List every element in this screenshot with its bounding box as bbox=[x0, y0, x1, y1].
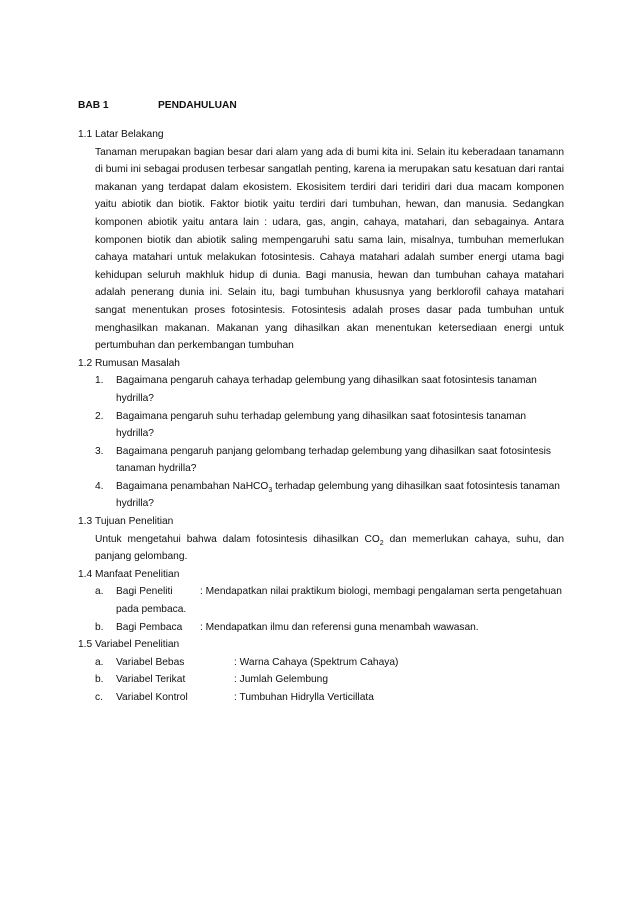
list-item: 2. Bagaimana pengaruh suhu terhadap gelembung yang dihasilkan saat fotosintesis tanaman hydrilla? bbox=[95, 410, 527, 440]
section-heading-rumusan-masalah: 1.2 Rumusan Masalah bbox=[78, 357, 180, 369]
section-heading-variabel-penelitian: 1.5 Variabel Penelitian bbox=[78, 639, 180, 651]
variable-list bbox=[95, 654, 564, 707]
document-body bbox=[78, 126, 564, 707]
problem-list bbox=[95, 372, 564, 513]
objective-paragraph: Untuk mengetahui bahwa dalam fotosintesis dihasilkan $CO_2$ dan memerlukan cahaya, suhu, dan panjang gelombang. bbox=[95, 533, 564, 563]
list-item: 4. Bagaimana penambahan NaHCO$_3$ terhadap gelembung yang dihasilkan saat fotosintesis tanaman hydrilla? bbox=[95, 480, 560, 510]
list-item: b. Bagi Pembaca : Mendapatkan ilmu dan referensi guna menambah wawasan. bbox=[95, 621, 479, 633]
list-item: c. Variabel Kontrol : Tumbuhan Hidrylla Verticillata bbox=[95, 692, 374, 703]
background-paragraph: Tanaman merupakan bagian besar dari alam yang ada di bumi kita ini. Selain itu keberadaan tanamann di bumi ini sebagai produsen terbesar sangatlah penting, karena ia merupakan satu kesatuan dari rantai makanan yang terdapat dalam ekosistem. Ekosisitem terdiri dari teridiri dari dua macam komponen yaitu abiotik dan biotik. Faktor biotik yaitu terdiri dari tumbuhan, hewan, dan manusia. Sedangkan komponen abiotik yaitu antara lain : udara, gas, angin, cahaya, matahari, dan sebagainya. Antara komponen biotik dan abiotik saling mempengaruhi satu sama lain, misalnya, tumbuhan memerlukan cahaya matahari untuk melakukan fotosintesis. Cahaya matahari adalah sumber energi utama bagi kehidupan seluruh makhluk hidup di dunia. Bagi manusia, hewan dan tumbuhan cahaya matahari adalah penerang dunia ini. Selain itu, bagi tumbuhan khususnya yang berklorofil cahaya matahari sangat menentukan proses fotosintesis. Fotosintesis adalah proses dasar pada tumbuhan untuk menghasilkan makanan. Makanan yang dihasilkan akan menentukan ketersediaan energi untuk pertumbuhan dan perkembangan tumbuhan bbox=[95, 146, 564, 352]
section-heading-latar-belakang: 1.1 Latar Belakang bbox=[78, 129, 164, 140]
chapter-heading bbox=[78, 100, 237, 111]
list-item: 3. Bagaimana pengaruh panjang gelombang terhadap gelembung yang dihasilkan saat fotosintesis tanaman hydrilla? bbox=[95, 445, 551, 475]
chapter-title: PENDAHULUAN bbox=[158, 100, 237, 111]
list-item: a. Variabel Bebas : Warna Cahaya (Spektrum Cahaya) bbox=[95, 656, 399, 668]
list-item: a. Bagi Peneliti : Mendapatkan nilai praktikum biologi, membagi pengalaman serta pengetahuan pada pembaca. bbox=[95, 586, 562, 616]
chapter-number: BAB 1 bbox=[78, 100, 109, 111]
section-heading-manfaat-penelitian: 1.4 Manfaat Penelitian bbox=[78, 568, 180, 580]
list-item: 1. Bagaimana pengaruh cahaya terhadap gelembung yang dihasilkan saat fotosintesis tanaman hydrilla? bbox=[95, 375, 537, 404]
section-heading-tujuan-penelitian: 1.3 Tujuan Penelitian bbox=[78, 516, 174, 528]
benefit-list bbox=[95, 583, 564, 636]
list-item: b. Variabel Terikat : Jumlah Gelembung bbox=[95, 674, 329, 686]
